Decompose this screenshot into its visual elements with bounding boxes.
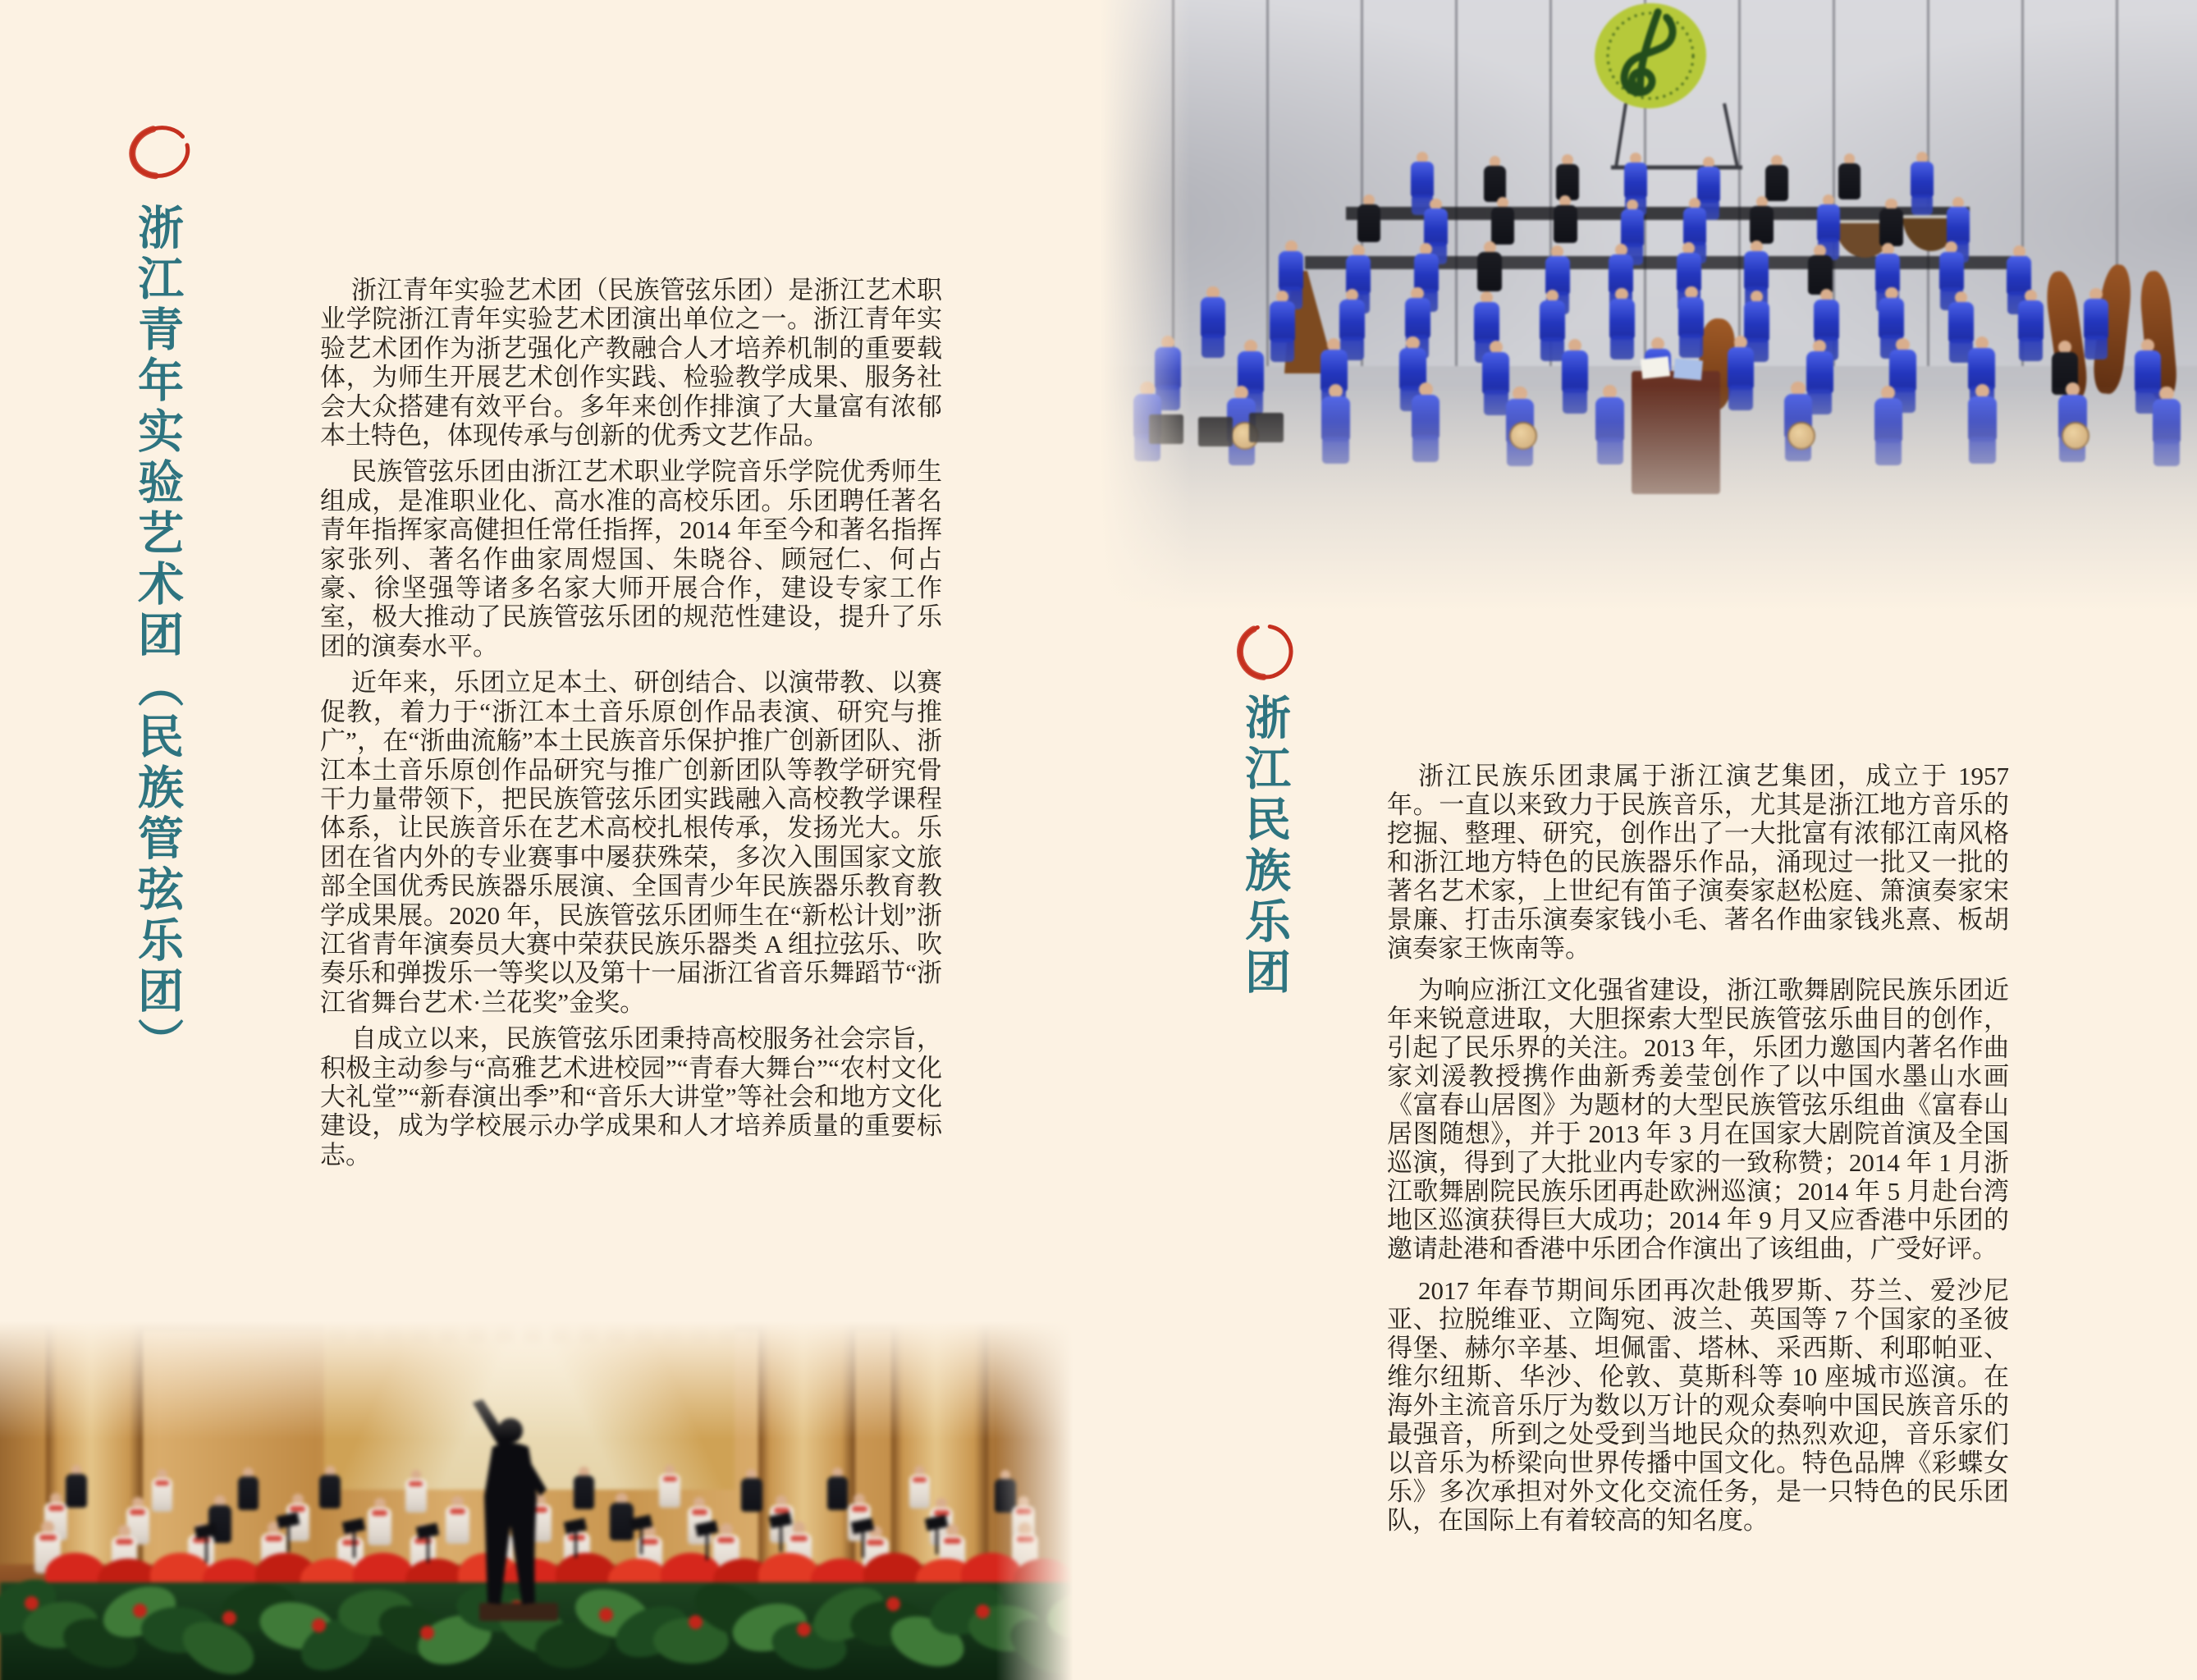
person-body	[1750, 206, 1774, 244]
person-body	[1556, 164, 1579, 200]
paragraph: 浙江民族乐团隶属于浙江演艺集团，成立于 1957 年。一直以来致力于民族音乐，尤其是浙江地方音乐的挖掘、整理、研究，创作出了一大批富有浓郁江南风格和浙江地方特色的民族器乐作品，涌现过一批又一批的著名艺术家，上世纪有笛子演奏家赵松庭、箫演奏家宋景廉、打击乐演奏家钱小毛、著名作曲家钱兆熹、板胡演奏家王恢南等。	[1387, 762, 2009, 963]
person-body	[2018, 300, 2044, 341]
photo-red-concert-scene	[0, 1313, 1077, 1680]
right-page-text	[1387, 762, 2009, 1548]
person-body	[1678, 297, 1704, 337]
brush-circle-icon	[1236, 622, 1295, 681]
person-skirt	[1201, 334, 1225, 358]
person-body	[1412, 395, 1440, 440]
person-body	[1765, 165, 1788, 201]
person-body	[1424, 208, 1448, 246]
orchestra-figures	[1100, 0, 2197, 632]
person-body	[1814, 300, 1839, 340]
red-flower	[797, 1623, 811, 1637]
person-body	[1357, 204, 1381, 242]
red-flower	[222, 1611, 236, 1625]
person-body	[1948, 302, 1974, 342]
person-body	[1621, 209, 1645, 247]
person-body	[1474, 302, 1499, 342]
chair	[1249, 413, 1284, 442]
plucked-instrument	[2062, 422, 2089, 450]
paragraph: 近年来，乐团立足本土、研创结合、以演带教、以赛促教，着力于“浙江本土音乐原创作品表演、研究与推广”，在“浙曲流觞”本土民族音乐保护推广创新团队、浙江本土音乐原创作品研究与推广创新团队等教学研究骨干力量带领下，把民族管弦乐团实践融入高校教学课程体系，让民族音乐在艺术高校扎根传承，发扬光大。乐团在省内外的专业赛事中屡获殊荣，多次入围国家文旅部全国优秀民族器乐展演、全国青少年民族器乐教育教学成果展。2020 年，民族管弦乐团师生在“新松计划”浙江省青年演奏员大赛中荣获民族乐器类 A 组拉弦乐、吹奏乐和弹拨乐一等奖以及第十一届浙江省音乐舞蹈节“浙江省舞台艺术·兰花奖”金奖。	[320, 668, 942, 1017]
person-body	[1270, 301, 1295, 341]
person-body	[1875, 254, 1900, 293]
person-skirt	[1597, 437, 1623, 464]
person-body	[1874, 398, 1903, 443]
person-body	[2153, 399, 2181, 444]
photo-blue-orchestra	[1100, 0, 2197, 632]
person-body	[1405, 298, 1430, 338]
person-body	[1697, 167, 1720, 203]
paragraph: 为响应浙江文化强省建设，浙江歌舞剧院民族乐团近年来锐意进取，大胆探索大型民族管弦乐曲目的创作，引起了民乐界的关注。2013 年，乐团力邀国内著名作曲家刘湲教授携作曲新秀姜莹创作了以中国水墨山水画《富春山居图》为题材的大型民族管弦乐组曲《富春山居图随想》，并于 2013 年 3 月在国家大剧院首演及全国巡演，得到了大批业内专家的一致称赞；2014 年 1 月浙江歌舞剧院民族乐团再赴欧洲巡演；2014 年 5 月赴台湾地区巡演获得巨大成功；2014 年 9 月又应香港中乐团的邀请赴港和香港中乐团合作演出了该组曲，广受好评。	[1387, 976, 2009, 1263]
person-skirt	[1728, 385, 1753, 410]
person-body	[1806, 351, 1833, 394]
person-body	[2084, 299, 2109, 339]
red-flower	[976, 1604, 990, 1618]
paragraph: 浙江青年实验艺术团（民族管弦乐团）是浙江艺术职业学院浙江青年实验艺术团演出单位之一。浙江青年实验艺术团作为浙艺强化产教融合人才培养机制的重要载体，为师生开展艺术创作实践、检验教学成果、服务社会大众搭建有效平台。多年来创作排演了大量富有浓郁本土特色，体现传承与创新的优秀文艺作品。	[320, 276, 942, 451]
person-skirt	[1484, 390, 1508, 414]
person-skirt	[1270, 338, 1294, 362]
photo-blue-orchestra-scene	[1100, 0, 2197, 632]
person-body	[1624, 163, 1647, 199]
sheet-music	[1641, 356, 1670, 378]
red-flower	[689, 1615, 703, 1629]
person-body	[1879, 298, 1904, 338]
red-flower	[599, 1608, 613, 1622]
paragraph: 民族管弦乐团由浙江艺术职业学院音乐学院优秀师生组成，是准职业化、高水准的高校乐团。乐团聘任著名青年指挥家高健担任常任指挥，2014 年至今和著名指挥家张列、著名作曲家周煜国、朱晓谷、顾冠仁、何占豪、徐坚强等诸多名家大师开展合作，建设专家工作室，极大推动了民族管弦乐团的规范性建设，提升了乐团的演奏水平。	[320, 457, 942, 661]
red-flower	[312, 1618, 326, 1632]
person-body	[1728, 347, 1754, 390]
person-body	[1491, 207, 1515, 245]
person-body	[1155, 347, 1181, 390]
red-flower	[25, 1596, 39, 1610]
person-body	[1683, 208, 1707, 245]
person-body	[1279, 251, 1303, 291]
person-skirt	[1969, 437, 1995, 463]
chair	[1198, 417, 1233, 446]
person-body	[1595, 397, 1624, 442]
person-skirt	[1563, 388, 1587, 413]
person-skirt	[1540, 337, 1564, 361]
conductor-silhouette	[440, 1388, 579, 1634]
red-flower	[420, 1626, 434, 1640]
person-body	[1321, 396, 1350, 442]
person-body	[1744, 301, 1769, 341]
person-skirt	[1875, 438, 1902, 465]
brush-circle-ornament	[1236, 622, 1295, 681]
person-body	[1609, 299, 1635, 339]
sheet-music	[1673, 359, 1703, 381]
left-page-title: 浙江青年实验艺术团（民族管弦乐团）	[131, 204, 182, 1069]
conductor-podium	[1632, 371, 1720, 494]
chair	[1149, 414, 1183, 444]
paragraph: 自成立以来，民族管弦乐团秉持高校服务社会宗旨，积极主动参与“高雅艺术进校园”“青春大舞台”“农村文化大礼堂”“新春演出季”和“音乐大讲堂”等社会和地方文化建设，成为学校展示办学成果和人才培养质量的重要标志。	[320, 1024, 942, 1170]
person-body	[1947, 207, 1970, 245]
person-skirt	[2154, 439, 2180, 465]
person-body	[1411, 162, 1434, 198]
person-body	[1562, 350, 1588, 393]
person-skirt	[1322, 437, 1348, 463]
person-body	[1744, 251, 1769, 291]
person-body	[1817, 204, 1841, 242]
person-body	[2135, 350, 2161, 393]
person-body	[1477, 252, 1502, 291]
person-body	[1201, 297, 1226, 337]
person-skirt	[2019, 337, 2043, 361]
plucked-instrument	[1509, 422, 1537, 450]
paragraph: 2017 年春节期间乐团再次赴俄罗斯、芬兰、爱沙尼亚、拉脱维亚、立陶宛、波兰、英国等 7 个国家的圣彼得堡、赫尔辛基、坦佩雷、塔林、采西斯、利耶帕亚、维尔纽斯、华沙、伦敦、莫斯科等 10 座城市巡演。在海外主流音乐厅为数以万计的观众奏响中国民族音乐的最强音，所到之处受到当地民众的热烈欢迎，音乐家们以音乐为桥梁向世界传播中国文化。特色品牌《彩蝶女乐》多次承担对外文化交流任务，是一只特色的民乐团队，在国际上有着较高的知名度。	[1387, 1276, 2009, 1535]
person-skirt	[1911, 195, 1933, 216]
right-page-title: 浙江民族乐团	[1238, 694, 1289, 999]
person-skirt	[1679, 334, 1703, 358]
person-body	[1482, 352, 1508, 395]
person-body	[1540, 300, 1565, 341]
person-skirt	[1610, 336, 1634, 359]
red-flower	[886, 1597, 900, 1611]
person-body	[1968, 396, 1997, 442]
brush-circle-ornament	[127, 121, 193, 182]
photo-red-concert	[0, 1313, 1077, 1680]
person-skirt	[1412, 435, 1439, 461]
plucked-instrument	[1787, 422, 1815, 450]
person-body	[1838, 163, 1861, 199]
left-page-text	[320, 276, 942, 1177]
person-body	[1879, 208, 1903, 246]
person-body	[1339, 300, 1365, 340]
brush-circle-icon	[127, 121, 193, 182]
person-body	[1889, 350, 1916, 392]
red-flower	[133, 1604, 147, 1618]
person-body	[1554, 205, 1577, 243]
person-body	[1911, 162, 1934, 198]
person-skirt	[2085, 336, 2108, 359]
person-body	[1939, 252, 1964, 291]
